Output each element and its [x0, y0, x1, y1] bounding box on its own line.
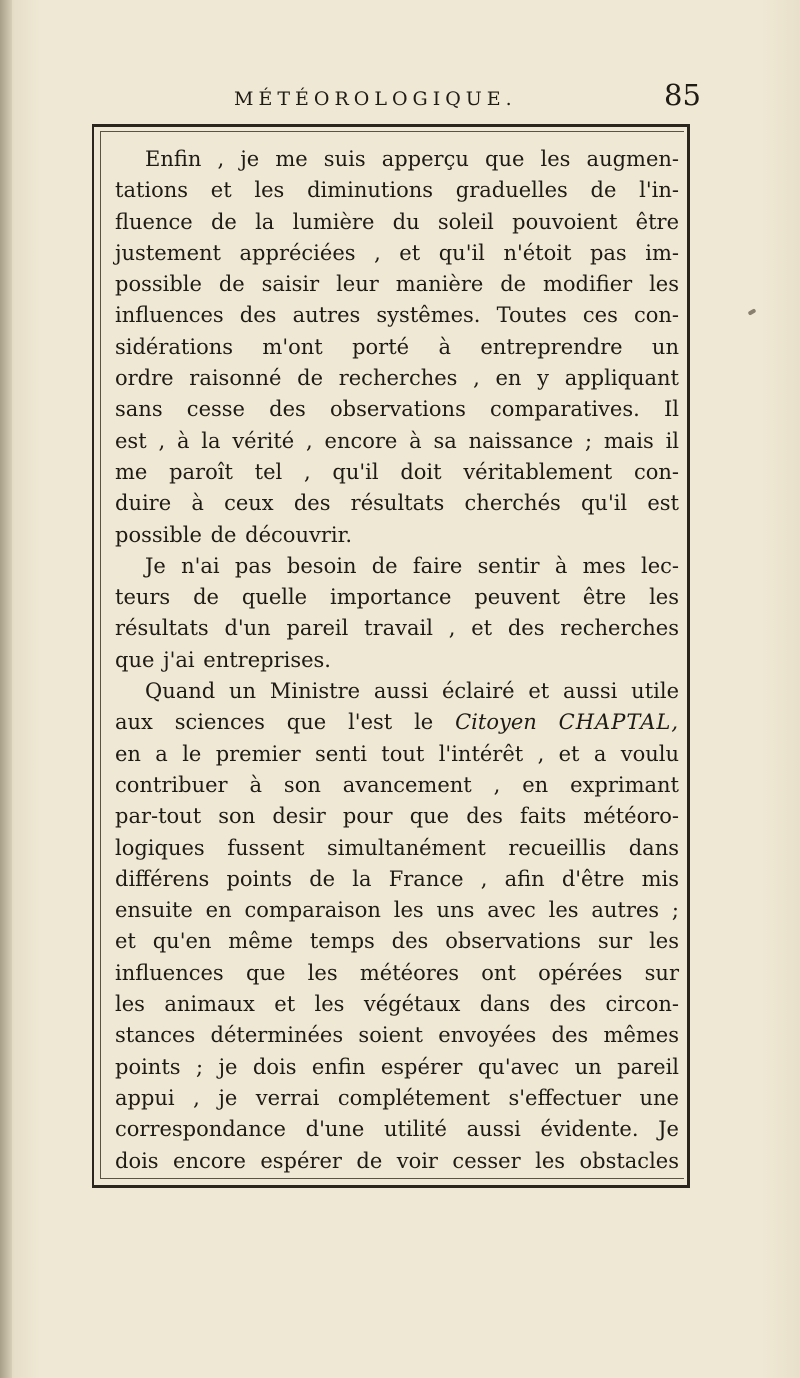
text-line: points ; je dois enfin espérer qu'avec un pareil [115, 1054, 679, 1079]
text-line: duire à ceux des résultats cherchés qu'il est [115, 491, 679, 516]
text-line: dois encore espérer de voir cesser les obstacles [115, 1148, 679, 1173]
text-line-roman: aux sciences que l'est le [115, 710, 456, 735]
text-line: appui , je verrai complétement s'effectuer une [115, 1085, 679, 1110]
text-line: Quand un Ministre aussi éclairé et aussi utile [145, 679, 679, 704]
text-line: justement appréciées , et qu'il n'étoit pas im- [115, 240, 679, 265]
text-line: sans cesse des observations comparatives. Il [115, 397, 679, 422]
text-line: différens points de la France , afin d'être mis [115, 866, 679, 891]
text-line: est , à la vérité , encore à sa naissance ; mais il [115, 428, 679, 453]
text-line: résultats d'un pareil travail , et des recherches [115, 616, 679, 641]
text-line: sidérations m'ont porté à entreprendre un [115, 334, 679, 359]
text-line: fluence de la lumière du soleil pouvoient être [115, 209, 679, 234]
text-line: Enfin , je me suis apperçu que les augmen- [145, 147, 679, 171]
text-line: ordre raisonné de recherches , en y appliquant [115, 366, 679, 391]
text-line: les animaux et les végétaux dans des circon- [115, 992, 679, 1017]
text-line: possible de découvrir. [115, 522, 352, 547]
text-line: influences des autres systêmes. Toutes ces con- [115, 303, 679, 328]
text-line-italic: Citoyen [455, 710, 559, 735]
text-line: contribuer à son avancement , en exprimant [115, 772, 679, 797]
running-title: MÉTÉOROLOGIQUE. [234, 88, 517, 110]
text-line: possible de saisir leur manière de modifier les [115, 272, 679, 297]
binding-gutter [0, 0, 12, 1378]
text-line: correspondance d'une utilité aussi évidente. Je [115, 1117, 679, 1142]
text-line: par-tout son desir pour que des faits météoro- [115, 804, 679, 829]
text-line: ensuite en comparaison les uns avec les autres ; [115, 898, 679, 923]
text-line-name: CHAPTAL, [558, 710, 679, 735]
text-line: me paroît tel , qu'il doit véritablement con- [115, 459, 679, 484]
text-line: influences que les météores ont opérées sur [115, 960, 679, 985]
text-line: en a le premier senti tout l'intérêt , et a voulu [115, 741, 679, 766]
text-line: que j'ai entreprises. [115, 647, 331, 672]
text-line: et qu'en même temps des observations sur les [115, 929, 679, 954]
text-line: teurs de quelle importance peuvent être les [115, 585, 679, 610]
body-text [115, 144, 679, 1177]
page-number: 85 [664, 78, 701, 112]
text-line [115, 707, 679, 738]
text-line: tations et les diminutions graduelles de l'in- [115, 178, 679, 203]
text-line: stances déterminées soient envoyées des mêmes [115, 1023, 679, 1048]
text-line: Je n'ai pas besoin de faire sentir à mes lec- [145, 553, 679, 578]
text-line: logiques fussent simultanément recueillis dans [115, 835, 679, 860]
